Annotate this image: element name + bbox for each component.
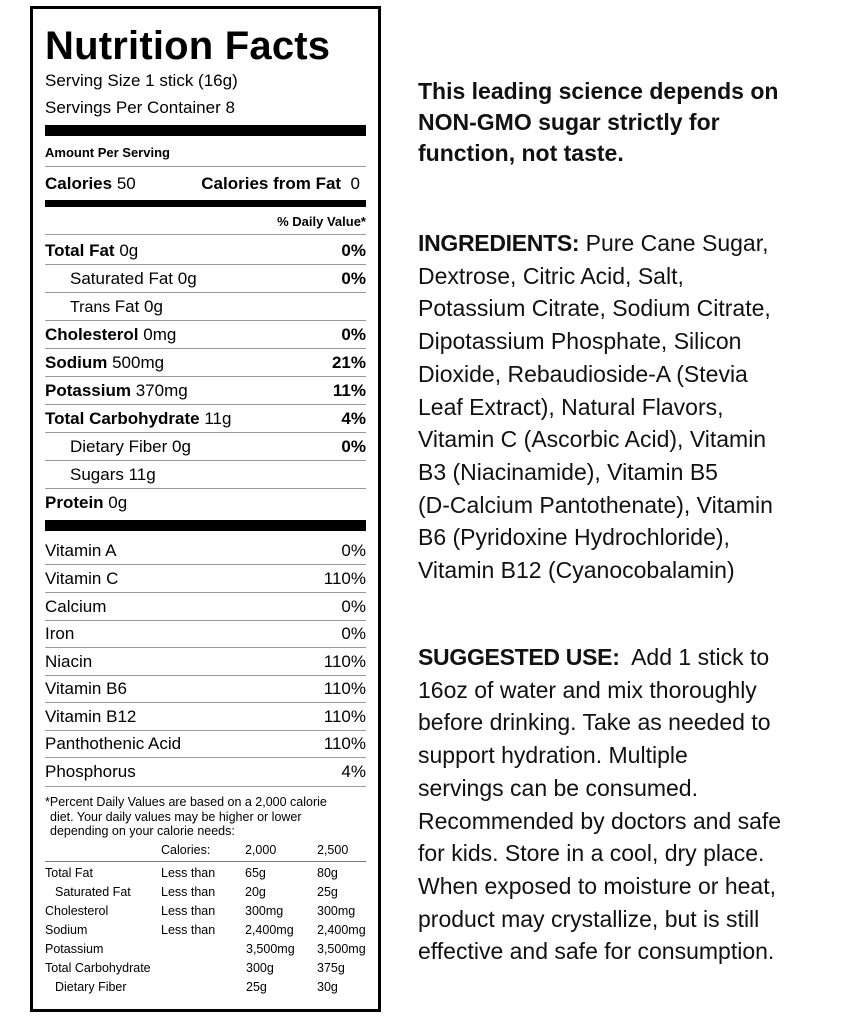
nutrient-row-potassium (45, 377, 366, 404)
amount-per-serving: Amount Per Serving (45, 145, 170, 160)
vitamin-row (45, 620, 366, 647)
nutrient-name: Dietary Fiber (70, 437, 168, 456)
nutrient-daily-value: 0% (341, 269, 366, 288)
nutrient-name: Potassium (45, 381, 131, 400)
dv-row-label: Potassium (45, 942, 104, 956)
dv-row-2500: 300mg (317, 904, 356, 918)
vitamin-daily-value: 0% (341, 624, 366, 643)
footnote-line: diet. Your daily values may be higher or lower (50, 809, 302, 824)
dv-header-2500: 2,500 (317, 843, 349, 857)
vitamin-name: Vitamin C (45, 569, 119, 588)
vitamin-name: Calcium (45, 597, 107, 616)
dv-row-qualifier: Less than (161, 904, 216, 918)
nutrient-name: Sodium (45, 353, 108, 372)
dv-row-2000: 300mg (245, 904, 284, 918)
vitamin-name: Panthothenic Acid (45, 734, 182, 753)
nutrient-row-sodium (45, 349, 366, 376)
nutrient-name: Saturated Fat (70, 269, 174, 288)
vitamin-row (45, 648, 366, 675)
vitamin-name: Vitamin B12 (45, 707, 137, 726)
nutrient-row-trans-fat (45, 293, 366, 320)
nutrient-amount: 370mg (135, 381, 188, 400)
nutrient-daily-value: 0% (341, 325, 366, 344)
dv-row-qualifier: Less than (161, 885, 216, 899)
nutrient-amount: 500mg (112, 353, 165, 372)
ingredients-line: B6 (Pyridoxine Hydrochloride), (418, 524, 730, 551)
vitamin-row (45, 703, 366, 730)
dv-row-label: Total Carbohydrate (45, 961, 151, 975)
nutrition-facts-panel (30, 6, 381, 1012)
divider (45, 166, 366, 167)
nutrient-daily-value: 0% (341, 437, 366, 456)
dv-row-2000: 300g (246, 961, 274, 975)
dv-row-label: Dietary Fiber (55, 980, 127, 994)
dv-row-2500: 25g (317, 885, 338, 899)
nutrient-row-total-fat (45, 237, 366, 264)
thick-divider (45, 520, 366, 531)
vitamin-daily-value: 110% (323, 652, 366, 671)
suggested-use-line: Add 1 stick to (619, 644, 770, 670)
ingredients-line: Vitamin C (Ascorbic Acid), Vitamin (418, 426, 767, 453)
vitamin-name: Iron (45, 624, 75, 643)
dv-row-qualifier: Less than (161, 866, 216, 880)
vitamin-row (45, 565, 366, 592)
nutrient-daily-value: 4% (341, 409, 366, 428)
vitamin-row (45, 758, 366, 785)
vitamin-daily-value: 0% (341, 597, 366, 616)
intro-line: function, not taste. (418, 140, 624, 166)
calories-from-fat-value: 0 (350, 174, 360, 193)
nutrient-row-cholesterol (45, 321, 366, 348)
dv-row-label: Cholesterol (45, 904, 109, 918)
nutrient-name: Protein (45, 493, 104, 512)
nutrient-name: Total Fat (45, 241, 115, 260)
calories-from-fat-row (201, 173, 360, 195)
nutrient-name: Total Carbohydrate (45, 409, 200, 428)
vitamin-row (45, 730, 366, 757)
nutrient-amount: Fat 0g (114, 297, 163, 316)
vitamin-daily-value: 0% (341, 541, 366, 560)
dv-row-label: Saturated Fat (55, 885, 131, 899)
ingredients-line: B3 (Niacinamide), Vitamin B5 (418, 458, 718, 485)
footnote-line: depending on your calorie needs: (50, 824, 235, 838)
dv-row-label: Sodium (45, 923, 88, 937)
suggested-use-line: before drinking. Take as needed to (418, 709, 771, 736)
nutrient-daily-value: 21% (331, 353, 366, 372)
nutrient-amount: 0g (177, 269, 197, 288)
dv-row-qualifier: Less than (161, 923, 216, 937)
footnote-line: *Percent Daily Values are based on a 2,000 calorie (45, 795, 327, 809)
dv-row-2500: 30g (317, 980, 338, 994)
nutrient-name: Trans (70, 299, 111, 316)
nutrient-amount: 11g (128, 465, 156, 484)
nutrient-row-dietary-fiber (45, 433, 366, 460)
nutrient-amount: 0g (108, 493, 128, 512)
vitamin-daily-value: 4% (341, 762, 366, 781)
nutrient-name: Cholesterol (45, 325, 139, 344)
nutrient-row-saturated-fat (45, 265, 366, 292)
servings-per-container: Servings Per Container 8 (45, 98, 235, 117)
suggested-use-heading: SUGGESTED USE: (418, 644, 620, 670)
dv-row-label: Total Fat (45, 866, 93, 880)
nutrient-amount: 0g (119, 241, 139, 260)
divider (45, 861, 366, 862)
daily-value-footnote (45, 795, 366, 839)
nutrient-row-protein (45, 489, 366, 516)
nutrient-daily-value: 11% (332, 381, 366, 400)
dv-row-2500: 2,400mg (317, 923, 366, 937)
vitamin-daily-value: 110% (323, 734, 366, 753)
calories-value: 50 (116, 174, 136, 193)
ingredients-line: Potassium Citrate, Sodium Citrate, (418, 295, 771, 322)
intro-statement (418, 76, 828, 169)
vitamin-name: Phosphorus (45, 762, 136, 781)
nutrient-amount: 0g (172, 437, 191, 456)
vitamin-daily-value: 110% (323, 679, 366, 698)
dv-row-2000: 20g (245, 885, 266, 899)
dv-row-2500: 375g (317, 961, 345, 975)
divider (45, 786, 366, 787)
calories-row (45, 173, 136, 195)
nutrition-facts-title: Nutrition Facts (45, 24, 331, 68)
ingredients-line: Dipotassium Phosphate, Silicon (418, 328, 742, 355)
ingredients-line: Leaf Extract), Natural Flavors, (418, 393, 724, 420)
ingredients-line: Dioxide, Rebaudioside-A (Stevia (418, 360, 748, 387)
thick-divider (45, 125, 366, 136)
vitamin-row (45, 537, 366, 564)
suggested-use-line: servings can be consumed. (418, 774, 698, 801)
nutrient-amount: 0mg (143, 325, 177, 344)
suggested-use-line: support hydration. Multiple (418, 742, 688, 769)
nutrient-daily-value: 0% (341, 241, 366, 260)
intro-line: NON-GMO sugar strictly for (418, 109, 720, 135)
suggested-use-line: Recommended by doctors and safe (418, 807, 782, 834)
ingredients-line: (D-Calcium Pantothenate), Vitamin (418, 491, 773, 518)
divider (45, 234, 366, 235)
nutrient-name: Sugars (70, 465, 124, 484)
serving-size: Serving Size 1 stick (16g) (45, 71, 238, 90)
calories-label: Calories (45, 174, 113, 193)
dv-row-2500: 80g (317, 866, 338, 880)
dv-header-2000: 2,000 (245, 843, 277, 857)
ingredients-line: Vitamin B12 (Cyanocobalamin) (418, 557, 735, 584)
vitamin-row (45, 593, 366, 620)
vitamin-daily-value: 110% (323, 707, 366, 726)
dv-row-2000: 25g (246, 980, 267, 994)
intro-line: This leading science depends on (418, 78, 779, 104)
nutrient-row-sugars (45, 461, 366, 488)
medium-divider (45, 200, 366, 207)
vitamin-daily-value: 110% (323, 569, 366, 588)
dv-row-2000: 3,500mg (246, 942, 295, 956)
suggested-use-line: product may crystallize, but is still (418, 905, 760, 932)
dv-row-2000: 2,400mg (245, 923, 294, 937)
suggested-use-line: for kids. Store in a cool, dry place. (418, 840, 765, 867)
dv-header-calories: Calories: (161, 843, 211, 857)
dv-row-2500: 3,500mg (317, 942, 366, 956)
vitamin-name: Vitamin B6 (45, 679, 127, 698)
nutrient-amount: 11g (204, 409, 232, 428)
suggested-use-section (418, 641, 828, 968)
ingredients-heading: INGREDIENTS: (418, 230, 580, 256)
ingredients-line: Pure Cane Sugar, (579, 230, 769, 256)
vitamin-name: Vitamin A (45, 541, 117, 560)
daily-value-header: % Daily Value* (277, 214, 366, 229)
ingredients-line: Dextrose, Citric Acid, Salt, (418, 262, 684, 289)
suggested-use-line: effective and safe for consumption. (418, 938, 775, 965)
dv-row-2000: 65g (245, 866, 266, 880)
suggested-use-line: When exposed to moisture or heat, (418, 872, 776, 899)
suggested-use-line: 16oz of water and mix thoroughly (418, 676, 757, 703)
vitamin-row (45, 675, 366, 702)
vitamin-name: Niacin (45, 652, 93, 671)
calories-from-fat-label: Calories from Fat (201, 174, 342, 193)
nutrient-row-total-carbohydrate (45, 405, 366, 432)
ingredients-section (418, 227, 828, 587)
